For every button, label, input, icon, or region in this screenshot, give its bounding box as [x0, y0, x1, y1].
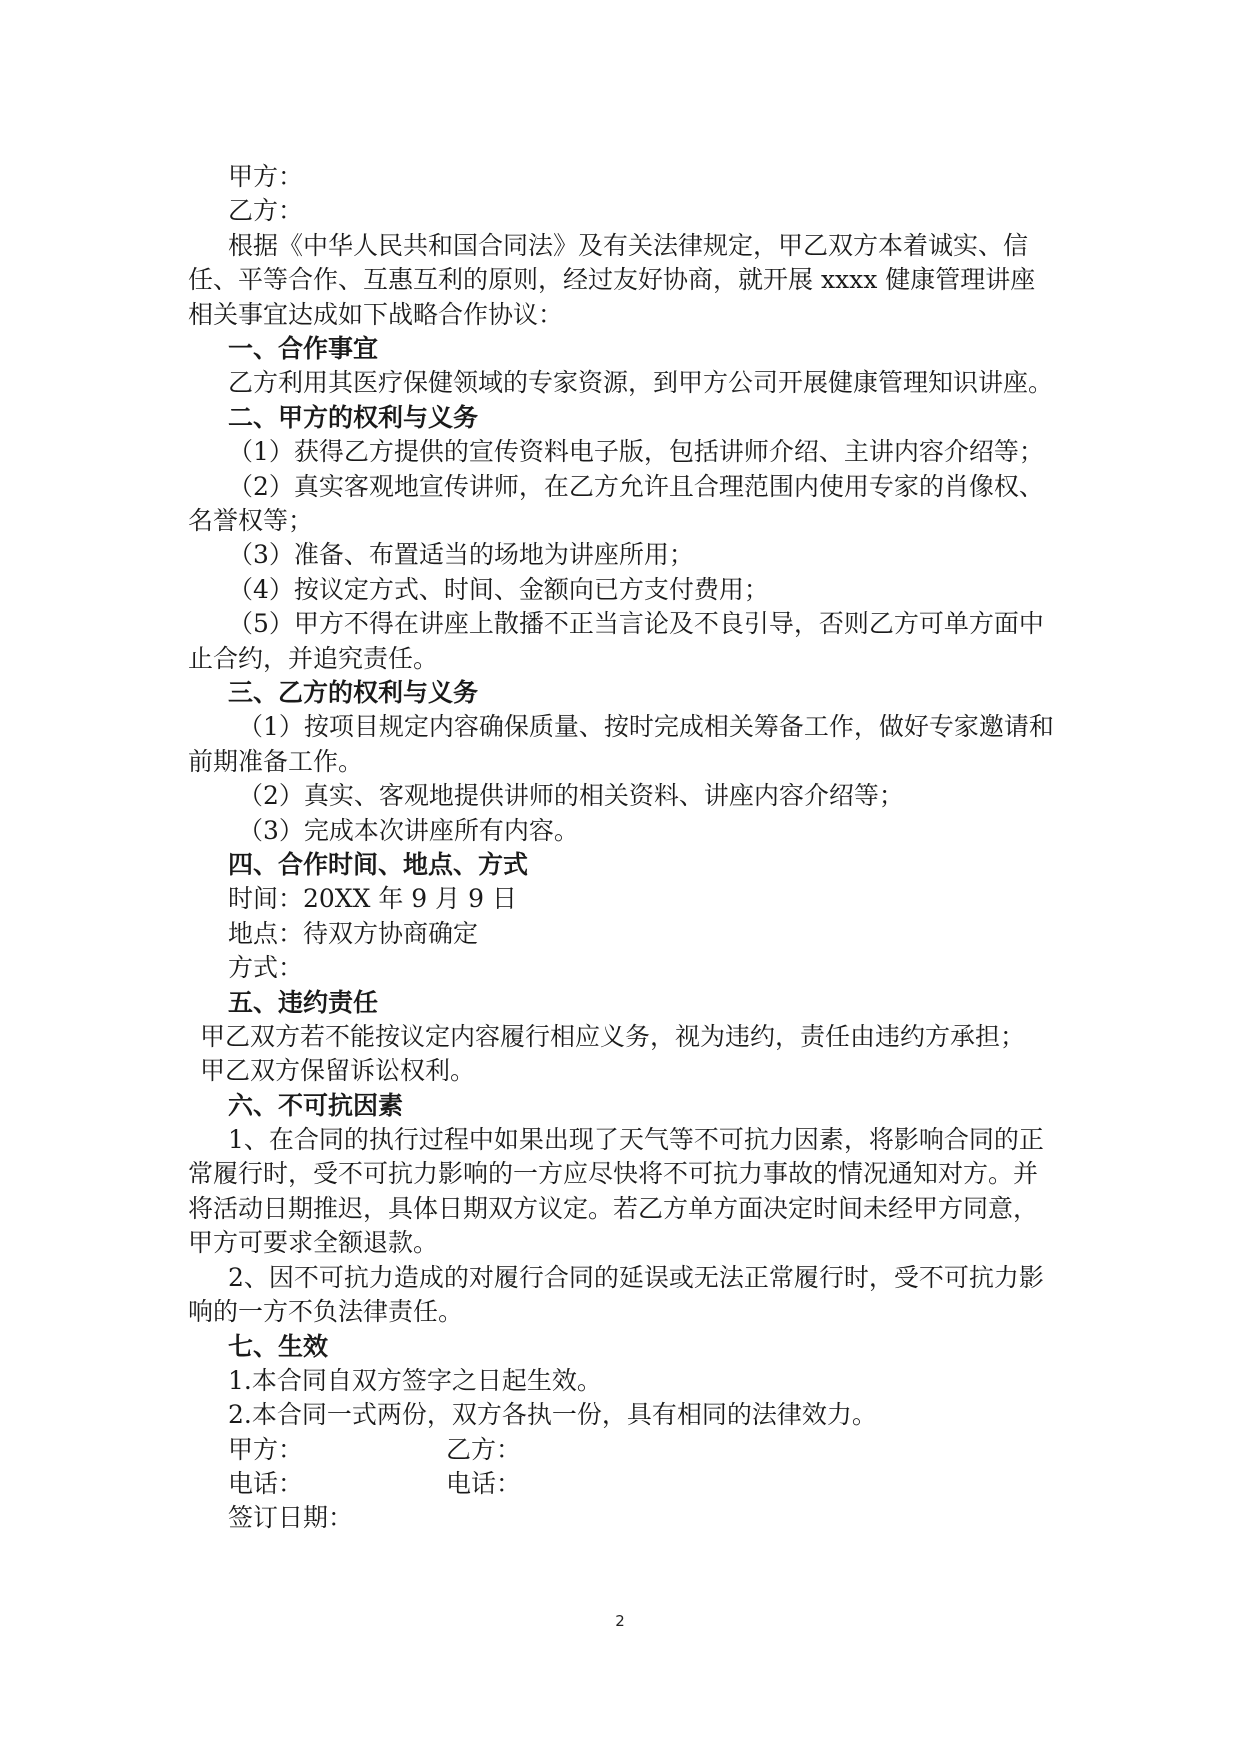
- section-4-time: 时间：20XX 年 9 月 9 日: [228, 884, 517, 914]
- signature-party-b: 乙方：: [446, 1434, 522, 1464]
- section-3-item: （1）按项目规定内容确保质量、按时完成相关筹备工作，做好专家邀请和前期准备工作。: [188, 712, 1054, 776]
- party-b-label: 乙方：: [228, 196, 304, 226]
- section-6-paragraph: 1、在合同的执行过程中如果出现了天气等不可抗力因素，将影响合同的正常履行时，受不可抗力影响的一方应尽快将不可抗力事故的情况通知对方。并将活动日期推迟，具体日期双方议定。若乙方单方面决定时间未经甲方同意，甲方可要求全额退款。: [188, 1125, 1044, 1258]
- section-5-line: 甲乙双方若不能按议定内容履行相应义务，视为违约，责任由违约方承担；: [200, 1021, 1026, 1051]
- section-4-method: 方式：: [228, 953, 304, 983]
- section-2-item: （1）获得乙方提供的宣传资料电子版，包括讲师介绍、主讲内容介绍等；: [228, 437, 1044, 467]
- section-3-item: （2）真实、客观地提供讲师的相关资料、讲座内容介绍等；: [238, 781, 904, 811]
- section-6-paragraph: 2、因不可抗力造成的对履行合同的延误或无法正常履行时，受不可抗力影响的一方不负法律责任。: [188, 1262, 1044, 1327]
- section-3-item: （3）完成本次讲座所有内容。: [238, 815, 579, 845]
- signature-party-row: [188, 1433, 1058, 1467]
- section-6-title: 六、不可抗因素: [228, 1090, 404, 1120]
- section-4-place: 地点：待双方协商确定: [228, 918, 479, 948]
- section-2-title: 二、甲方的权利与义务: [228, 402, 479, 432]
- section-5-title: 五、违约责任: [228, 987, 379, 1017]
- contract-page: [188, 160, 1058, 1536]
- signature-party-a: 甲方：: [228, 1434, 304, 1464]
- section-7-item: 1.本合同自双方签字之日起生效。: [228, 1365, 602, 1395]
- section-2-item: （5）甲方不得在讲座上散播不正当言论及不良引导，否则乙方可单方面中止合约，并追究责任。: [188, 609, 1044, 673]
- section-3-title: 三、乙方的权利与义务: [228, 677, 479, 707]
- signature-phone-row: [188, 1467, 1058, 1501]
- section-7-item: 2.本合同一式两份，双方各执一份，具有相同的法律效力。: [228, 1400, 877, 1430]
- signature-phone-b: 电话：: [446, 1469, 522, 1499]
- section-1-title: 一、合作事宜: [228, 334, 379, 363]
- party-a-label: 甲方：: [228, 162, 304, 191]
- section-2-item: （2）真实客观地宣传讲师，在乙方允许且合理范围内使用专家的肖像权、名誉权等；: [188, 471, 1044, 535]
- signature-date: 签订日期：: [228, 1503, 354, 1533]
- section-4-title: 四、合作时间、地点、方式: [228, 849, 529, 879]
- section-1-body: 乙方利用其医疗保健领域的专家资源，到甲方公司开展健康管理知识讲座。: [228, 368, 1054, 398]
- intro-paragraph: 根据《中华人民共和国合同法》及有关法律规定，甲乙双方本着诚实、信任、平等合作、互惠互利的原则，经过友好协商，就开展 xxxx 健康管理讲座相关事宜达成如下战略合作协议：: [188, 230, 1036, 329]
- section-2-item: （3）准备、布置适当的场地为讲座所用；: [228, 540, 694, 570]
- section-7-title: 七、生效: [228, 1331, 329, 1361]
- page-number: 2: [615, 1612, 625, 1630]
- section-5-line: 甲乙双方保留诉讼权利。: [200, 1056, 476, 1086]
- section-2-item: （4）按议定方式、时间、金额向已方支付费用；: [228, 574, 769, 604]
- signature-phone-a: 电话：: [228, 1469, 304, 1499]
